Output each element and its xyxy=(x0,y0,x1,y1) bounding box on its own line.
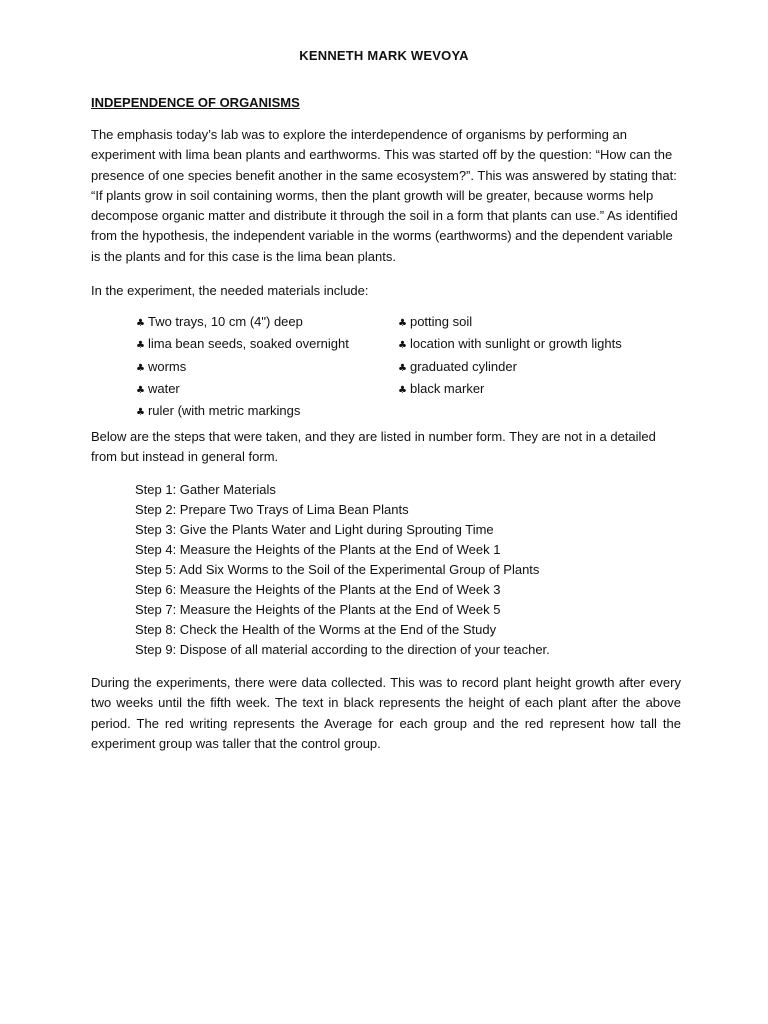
material-item xyxy=(398,379,622,401)
club-bullet-icon: ♣ xyxy=(136,318,145,329)
step-item-text: Step 3: Give the Plants Water and Light during Sprouting Time xyxy=(135,522,494,537)
material-item xyxy=(136,334,349,356)
material-item-text: water xyxy=(147,380,180,396)
material-item xyxy=(398,357,622,379)
materials-list-left xyxy=(136,312,349,423)
author-name: KENNETH MARK WEVOYA xyxy=(299,48,469,63)
steps-intro: Below are the steps that were taken, and they are listed in number form. They are not in a detailed from but instead in general form. xyxy=(91,429,656,465)
club-bullet-icon: ♣ xyxy=(136,384,145,396)
step-item xyxy=(135,500,550,520)
material-item xyxy=(136,357,349,379)
step-item-text: Step 9: Dispose of all material according to the direction of your teacher. xyxy=(135,642,550,657)
step-item-text: Step 7: Measure the Heights of the Plants at the End of Week 5 xyxy=(135,602,501,617)
material-item-text: lima bean seeds, soaked overnight xyxy=(147,336,349,352)
step-item-text: Step 6: Measure the Heights of the Plants at the End of Week 3 xyxy=(135,582,501,597)
material-item-text: potting soil xyxy=(409,314,473,329)
club-bullet-icon: ♣ xyxy=(398,340,407,352)
materials-intro: In the experiment, the needed materials include: xyxy=(91,283,369,298)
data-paragraph: During the experiments, there were data collected. This was to record plant height growth after every two weeks until the fifth week. The text in black represents the height of each plant after the above period. The red writing represents the Average for each group and the red represent how tall the experiment group was taller that the control group. xyxy=(91,675,681,751)
material-item-text: ruler (with metric markings xyxy=(147,403,301,419)
step-item xyxy=(135,480,550,500)
step-item-text: Step 8: Check the Health of the Worms at the End of the Study xyxy=(135,622,497,637)
club-bullet-icon: ♣ xyxy=(136,340,145,352)
material-item-text: worms xyxy=(147,358,187,374)
step-item-text: Step 1: Gather Materials xyxy=(135,482,276,497)
step-item xyxy=(135,520,550,540)
club-bullet-icon: ♣ xyxy=(136,362,145,374)
steps-list xyxy=(135,480,550,660)
materials-list-right xyxy=(398,312,622,401)
material-item xyxy=(136,312,349,334)
club-bullet-icon: ♣ xyxy=(398,318,407,329)
club-bullet-icon: ♣ xyxy=(136,407,145,419)
step-item-text: Step 5: Add Six Worms to the Soil of the Experimental Group of Plants xyxy=(135,562,540,577)
material-item xyxy=(398,334,622,356)
material-item xyxy=(398,312,622,334)
step-item-text: Step 4: Measure the Heights of the Plants at the End of Week 1 xyxy=(135,542,501,557)
material-item-text: graduated cylinder xyxy=(409,358,517,374)
step-item-text: Step 2: Prepare Two Trays of Lima Bean Plants xyxy=(135,502,409,517)
material-item-text: Two trays, 10 cm (4") deep xyxy=(147,314,303,329)
club-bullet-icon: ♣ xyxy=(398,384,407,396)
intro-paragraph: The emphasis today’s lab was to explore the interdependence of organisms by performing an experiment with lima bean plants and earthworms. This was started off by the question: “How can the presence of one species benefit another in the same ecosystem?”. This was answered by stating that: “If plants grow in soil containing worms, then the plant growth will be greater, because worms help decompose organic matter and distribute it through the soil in a form that plants can use.” As identified from the hypothesis, the independent variable in the worms (earthworms) and the dependent variable is the plants and for this case is the lima bean plants. xyxy=(91,127,678,264)
material-item-text: black marker xyxy=(409,380,485,396)
step-item xyxy=(135,540,550,560)
step-item xyxy=(135,640,550,660)
step-item xyxy=(135,580,550,600)
step-item xyxy=(135,600,550,620)
step-item xyxy=(135,560,550,580)
material-item xyxy=(136,379,349,401)
material-item xyxy=(136,401,349,423)
club-bullet-icon: ♣ xyxy=(398,362,407,374)
material-item-text: location with sunlight or growth lights xyxy=(409,336,622,352)
document-title: INDEPENDENCE OF ORGANISMS xyxy=(91,95,300,110)
step-item xyxy=(135,620,550,640)
